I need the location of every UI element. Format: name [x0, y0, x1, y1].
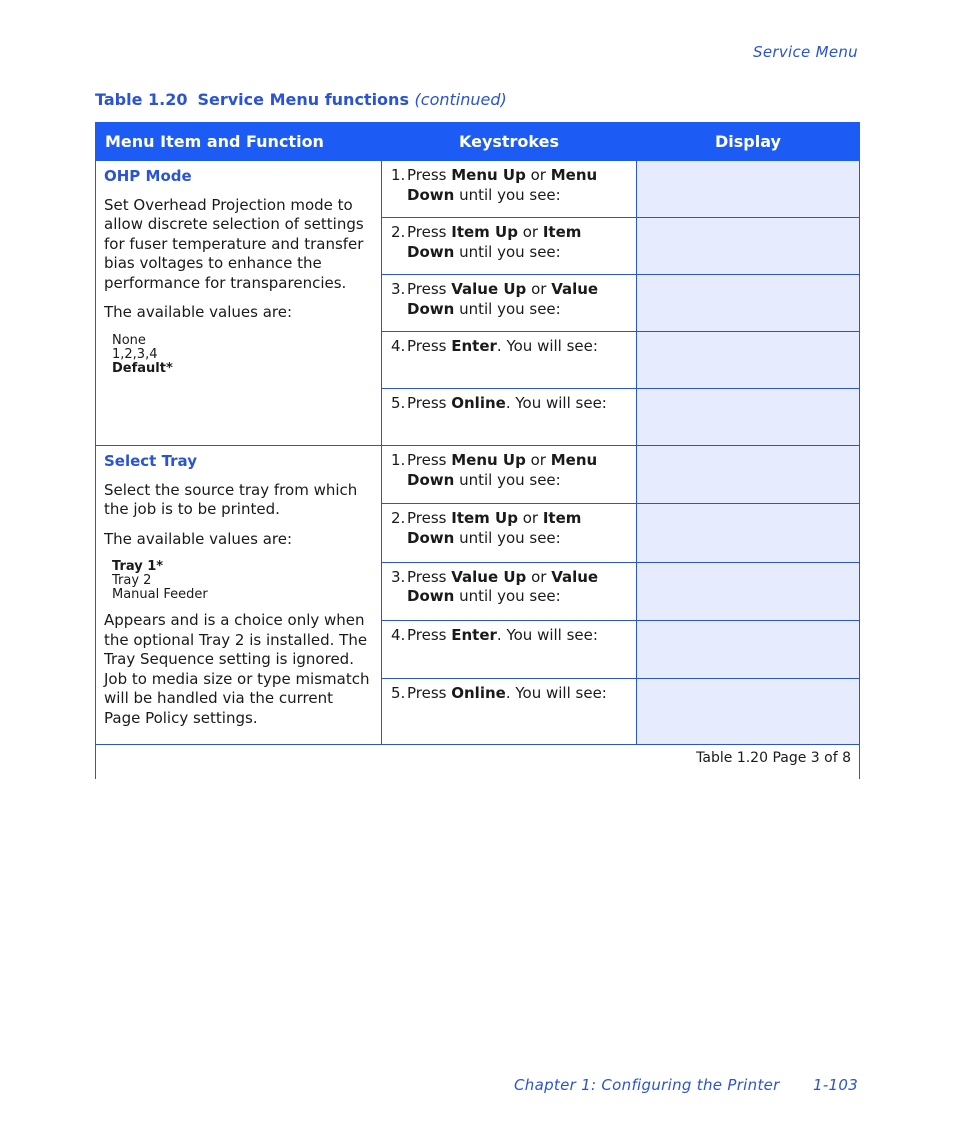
step-text	[407, 684, 607, 704]
step-text-pre: Press	[407, 223, 452, 241]
step-text-or: or	[526, 280, 552, 298]
service-menu-table	[95, 122, 860, 779]
value-item: Tray 1*	[112, 559, 164, 574]
step-text	[407, 337, 598, 357]
step-text-or: or	[526, 567, 552, 586]
value-item: Manual Feeder	[112, 587, 208, 602]
step-text-pre: Press	[407, 509, 452, 528]
values-label: The available values are:	[104, 529, 293, 548]
value-item: Default*	[112, 360, 173, 376]
display-cell	[637, 446, 860, 504]
step-text	[407, 451, 628, 490]
step-text-post: until you see:	[454, 185, 561, 204]
menu-item-cell	[96, 161, 382, 446]
keystroke-step	[391, 394, 628, 414]
step-text-post: . You will see:	[505, 684, 607, 703]
display-cell	[637, 679, 860, 745]
key-name: Menu Down	[407, 451, 598, 489]
step-text	[407, 394, 607, 414]
page-number: 1-103	[813, 1076, 859, 1094]
step-number: 3.	[391, 567, 406, 586]
step-number: 4.	[391, 626, 406, 645]
key-name: Value Down	[407, 567, 599, 606]
menu-item-title: OHP Mode	[104, 167, 192, 185]
key-name: Item Down	[407, 223, 582, 261]
step-text-pre: Press	[407, 280, 452, 298]
key-name: Menu Up	[451, 166, 526, 184]
keystroke-cell	[382, 679, 637, 745]
display-cell	[637, 389, 860, 446]
step-text-post: until you see:	[454, 587, 561, 606]
menu-item-description: Select the source tray from which the job is to be printed.	[104, 480, 358, 518]
step-text-or: or	[525, 166, 551, 184]
table-footer-row	[96, 745, 860, 779]
step-number: 4.	[391, 337, 406, 355]
key-name: Menu Down	[407, 166, 598, 204]
step-text-pre: Press	[407, 394, 452, 412]
menu-item-title: Select Tray	[104, 452, 197, 470]
keystroke-step	[391, 509, 628, 548]
keystroke-cell	[382, 562, 637, 620]
step-text-pre: Press	[407, 684, 452, 703]
step-text-pre: Press	[407, 451, 452, 469]
menu-item-cell	[96, 446, 382, 745]
values-list	[112, 334, 373, 376]
value-item: Tray 2	[112, 573, 152, 588]
table-title: Service Menu functions	[197, 90, 409, 109]
step-number: 1.	[391, 166, 406, 184]
keystroke-step	[391, 280, 628, 319]
step-text-or: or	[525, 451, 551, 469]
values-label: The available values are:	[104, 303, 293, 321]
step-text-post: . You will see:	[496, 626, 598, 645]
keystroke-cell	[382, 446, 637, 504]
keystroke-cell	[382, 161, 637, 218]
key-name: Item Down	[407, 509, 582, 547]
value-item: 1,2,3,4	[112, 346, 158, 362]
step-number: 5.	[391, 684, 406, 703]
table-number: Table 1.20	[95, 90, 188, 109]
step-text	[407, 166, 628, 205]
menu-item-description: Set Overhead Projection mode to allow discrete selection of settings for fuser temperature and transfer bias voltages to enhance the performance for transparencies.	[104, 195, 364, 292]
running-head: Service Menu	[753, 43, 858, 61]
step-text-or: or	[517, 223, 543, 241]
step-text	[407, 509, 628, 548]
key-name: Online	[451, 394, 506, 412]
chapter-title: Chapter 1: Configuring the Printer	[514, 1076, 780, 1094]
display-cell	[637, 275, 860, 332]
keystroke-cell	[382, 504, 637, 562]
step-text-pre: Press	[407, 567, 452, 586]
step-text-or: or	[517, 509, 543, 528]
keystroke-cell	[382, 389, 637, 446]
table-header-row	[96, 123, 860, 161]
keystroke-step	[391, 568, 628, 607]
step-text-post: until you see:	[454, 299, 561, 318]
step-text-post: until you see:	[454, 242, 561, 261]
key-name: Online	[451, 684, 506, 703]
key-name: Menu Up	[451, 451, 526, 469]
display-cell	[637, 161, 860, 218]
key-name: Item Up	[451, 223, 518, 241]
keystroke-step	[391, 684, 628, 704]
keystroke-cell	[382, 275, 637, 332]
column-header-keystrokes: Keystrokes	[382, 123, 637, 161]
page-footer	[514, 1076, 859, 1094]
keystroke-step	[391, 223, 628, 262]
step-text-post: until you see:	[454, 470, 561, 489]
keystroke-step	[391, 451, 628, 490]
keystroke-cell	[382, 218, 637, 275]
menu-item-note: Appears and is a choice only when the optional Tray 2 is installed. The Tray Sequence setting is ignored. Job to media size or type mismatch will be handled via the current Page Policy settings.	[104, 611, 370, 727]
step-text-post: . You will see:	[496, 337, 598, 355]
table-caption	[95, 90, 507, 109]
display-cell	[637, 621, 860, 679]
keystroke-step	[391, 626, 628, 646]
step-text-pre: Press	[407, 337, 452, 355]
column-header-menu-item: Menu Item and Function	[96, 123, 382, 161]
keystroke-cell	[382, 332, 637, 389]
key-name: Enter	[451, 337, 497, 355]
step-text-pre: Press	[407, 626, 452, 645]
table-row	[96, 161, 860, 218]
step-number: 3.	[391, 280, 406, 298]
step-number: 5.	[391, 394, 406, 412]
step-text-post: until you see:	[454, 528, 561, 547]
step-number: 2.	[391, 509, 406, 528]
step-text	[407, 223, 628, 262]
step-number: 1.	[391, 451, 406, 469]
key-name: Value Up	[451, 280, 527, 298]
key-name: Value Up	[451, 567, 527, 586]
step-text-post: . You will see:	[505, 394, 607, 412]
display-cell	[637, 562, 860, 620]
step-text	[407, 568, 628, 607]
keystroke-cell	[382, 621, 637, 679]
key-name: Value Down	[407, 280, 599, 318]
step-text	[407, 626, 598, 646]
display-cell	[637, 332, 860, 389]
value-item: None	[112, 332, 146, 348]
column-header-display: Display	[637, 123, 860, 161]
step-text	[407, 280, 628, 319]
display-cell	[637, 218, 860, 275]
table-continued: (continued)	[414, 90, 507, 109]
step-number: 2.	[391, 223, 406, 241]
keystroke-step	[391, 337, 628, 357]
key-name: Enter	[451, 626, 497, 645]
table-footer: Table 1.20 Page 3 of 8	[96, 745, 860, 779]
key-name: Item Up	[451, 509, 518, 528]
values-list	[112, 560, 373, 602]
keystroke-step	[391, 166, 628, 205]
table-row	[96, 446, 860, 504]
step-text-pre: Press	[407, 166, 452, 184]
display-cell	[637, 504, 860, 562]
